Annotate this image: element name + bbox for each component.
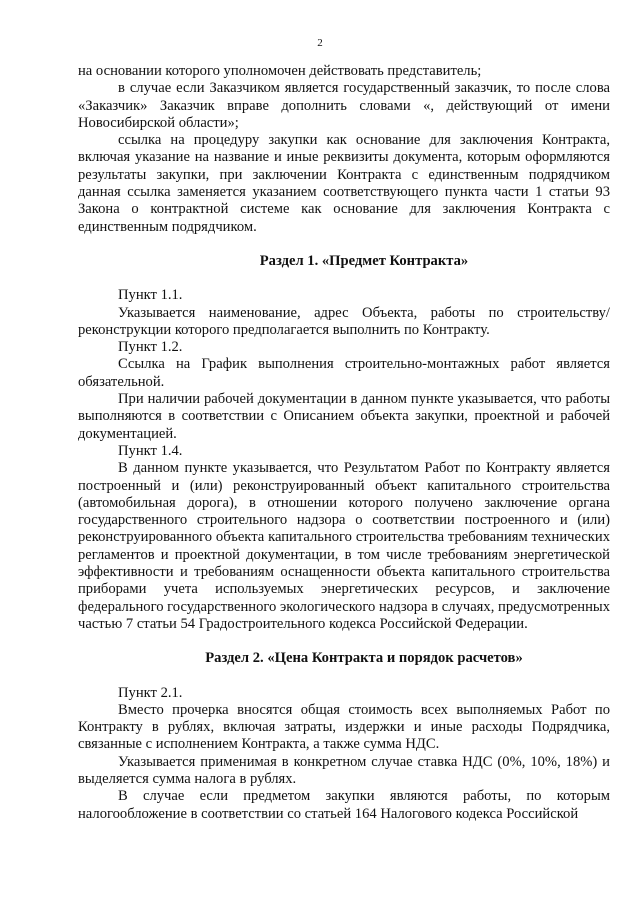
paragraph: ссылка на процедуру закупки как основание для заключения Контракта, включая указание на название и иные реквизиты документа, которым оформляются результаты закупки, при заключении Контракта с единственным подрядчиком данная ссылка заменяется указанием соответствующего пункта части 1 статьи 93 Закона о контрактной системе как основание для заключения Контракта с единственным подрядчиком. <box>78 132 610 235</box>
paragraph: Пункт 1.4. <box>118 442 183 459</box>
section-gap <box>78 236 610 253</box>
paragraph: Пункт 2.1. <box>118 684 183 701</box>
paragraph: При наличии рабочей документации в данном пункте указывается, что работы выполняются в соответствии с Описанием объекта закупки, проектной и рабочей документацией. <box>78 391 610 442</box>
paragraph: Пункт 1.2. <box>118 339 183 356</box>
paragraph: В случае если предметом закупки являются работы, по которым налогообложение в соответствии со статьей 164 Налогового кодекса Российской <box>78 788 610 822</box>
paragraph: Вместо прочерка вносятся общая стоимость всех выполняемых Работ по Контракту в рублях, включая затраты, издержки и иные расходы Подрядчика, связанные с исполнением Контракта, а также сумма НДС. <box>78 701 610 753</box>
paragraph: Ссылка на График выполнения строительно-монтажных работ является обязательной. <box>78 356 610 390</box>
section-gap <box>78 270 610 287</box>
paragraph: Пункт 1.1. <box>118 287 183 304</box>
paragraph: на основании которого уполномочен действовать представитель; <box>78 63 482 79</box>
page-number: 2 <box>317 37 323 49</box>
paragraph: Указывается применимая в конкретном случае ставка НДС (0%, 10%, 18%) и выделяется сумма налога в рублях. <box>78 753 610 787</box>
section-heading: Раздел 2. «Цена Контракта и порядок расчетов» <box>205 650 523 667</box>
section-gap <box>78 668 610 685</box>
document-body <box>78 63 610 823</box>
paragraph: В данном пункте указывается, что Результатом Работ по Контракту является построенный и (или) реконструированный объект капитального строительства (автомобильная дорога), в отношении которого получено заключение органа государственного строительного надзора о соответствии построенного и (или) реконструированного объекта капитального строительства требованиям технических регламентов и проектной документации, в том числе требованиям энергетической эффективности и требованиям оснащенности объекта капитального строительства приборами учета используемых энергетических ресурсов, и заключение федерального государственного экологического надзора в случаях, предусмотренных частью 7 статьи 54 Градостроительного кодекса Российской Федерации. <box>78 460 610 632</box>
section-heading: Раздел 1. «Предмет Контракта» <box>259 252 469 269</box>
section-gap <box>78 633 610 650</box>
paragraph: Указывается наименование, адрес Объекта, работы по строительству/реконструкции которого предполагается выполнить по Контракту. <box>78 304 610 338</box>
paragraph: в случае если Заказчиком является государственный заказчик, то после слова «Заказчик» Заказчик вправе дополнить словами «, действующий от имени Новосибирской области»; <box>78 80 610 131</box>
